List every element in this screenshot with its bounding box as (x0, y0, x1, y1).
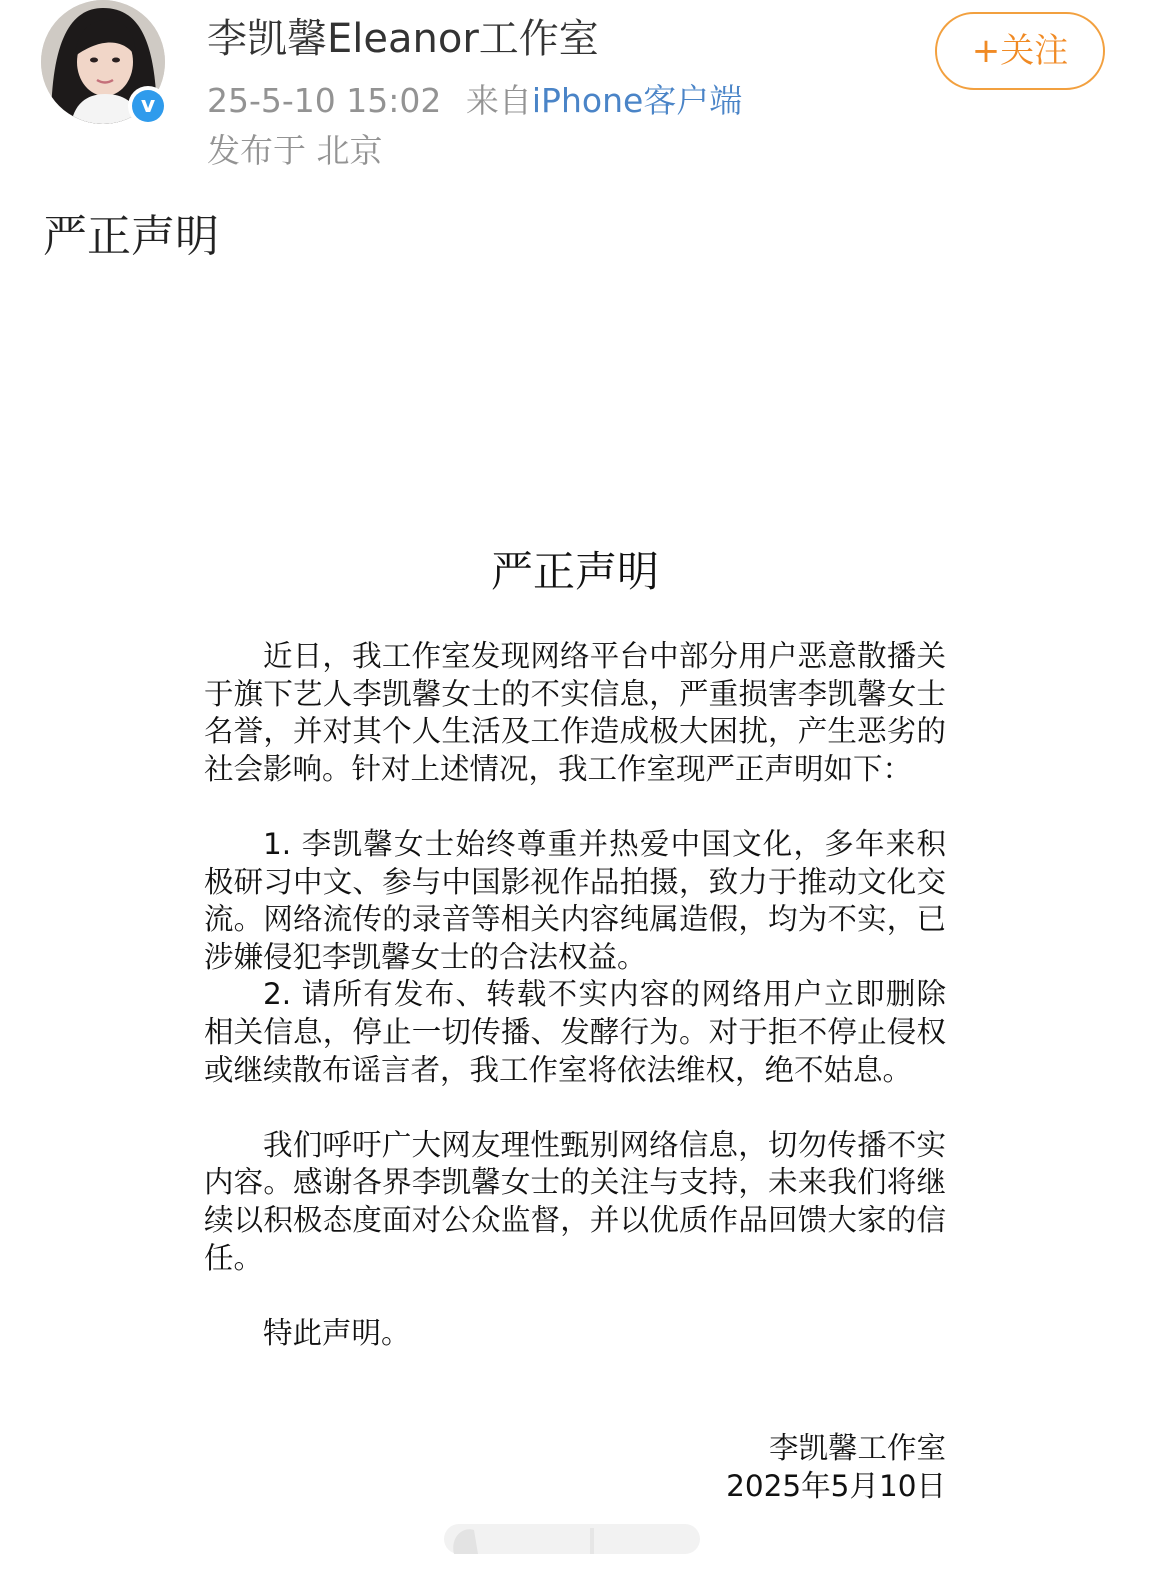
post-meta (207, 78, 742, 124)
statement-body (204, 638, 946, 1352)
post-location: 发布于 北京 (207, 131, 383, 170)
statement-paragraph: 特此声明。 (263, 1315, 411, 1350)
watermark-icon (440, 1520, 704, 1560)
statement-paragraph: 我们呼吁广大网友理性甄别网络信息，切勿传播不实内容。感谢各界李凯馨女士的关注与支持，未来我们将继续以积极态度面对公众监督，并以优质作品回馈大家的信任。 (204, 1127, 946, 1275)
statement-date: 2025年5月10日 (726, 1468, 946, 1503)
statement-paragraph: 近日，我工作室发现网络平台中部分用户恶意散播关于旗下艺人李凯馨女士的不实信息，严重损害李凯馨女士名誉，并对其个人生活及工作造成极大困扰，产生恶劣的社会影响。针对上述情况，我工作室现严正声明如下： (204, 639, 946, 786)
post-timestamp: 25-5-10 15:02 (207, 81, 442, 120)
source-client-link[interactable]: iPhone客户端 (531, 81, 743, 120)
statement-signature: 李凯馨工作室 (768, 1431, 946, 1465)
post-text: 严正声明 (43, 211, 219, 262)
statement-image[interactable] (0, 520, 1170, 1596)
username[interactable]: 李凯馨Eleanor工作室 (207, 16, 599, 62)
statement-paragraph: 2. 请所有发布、转载不实内容的网络用户立即删除相关信息，停止一切传播、发酵行为。对于拒不停止侵权或继续散布谣言者，我工作室将依法维权，绝不姑息。 (204, 977, 946, 1087)
statement-title: 严正声明 (490, 547, 659, 596)
follow-button[interactable]: +关注 (935, 12, 1105, 90)
verified-badge-icon: v (128, 86, 168, 126)
statement-paragraph: 1. 李凯馨女士始终尊重并热爱中国文化，多年来积极研习中文、参与中国影视作品拍摄，致力于推动文化交流。网络流传的录音等相关内容纯属造假，均为不实，已涉嫌侵犯李凯馨女士的合法权益。 (204, 826, 946, 974)
statement-signature-block (726, 1430, 946, 1505)
source-prefix: 来自 (465, 81, 532, 120)
